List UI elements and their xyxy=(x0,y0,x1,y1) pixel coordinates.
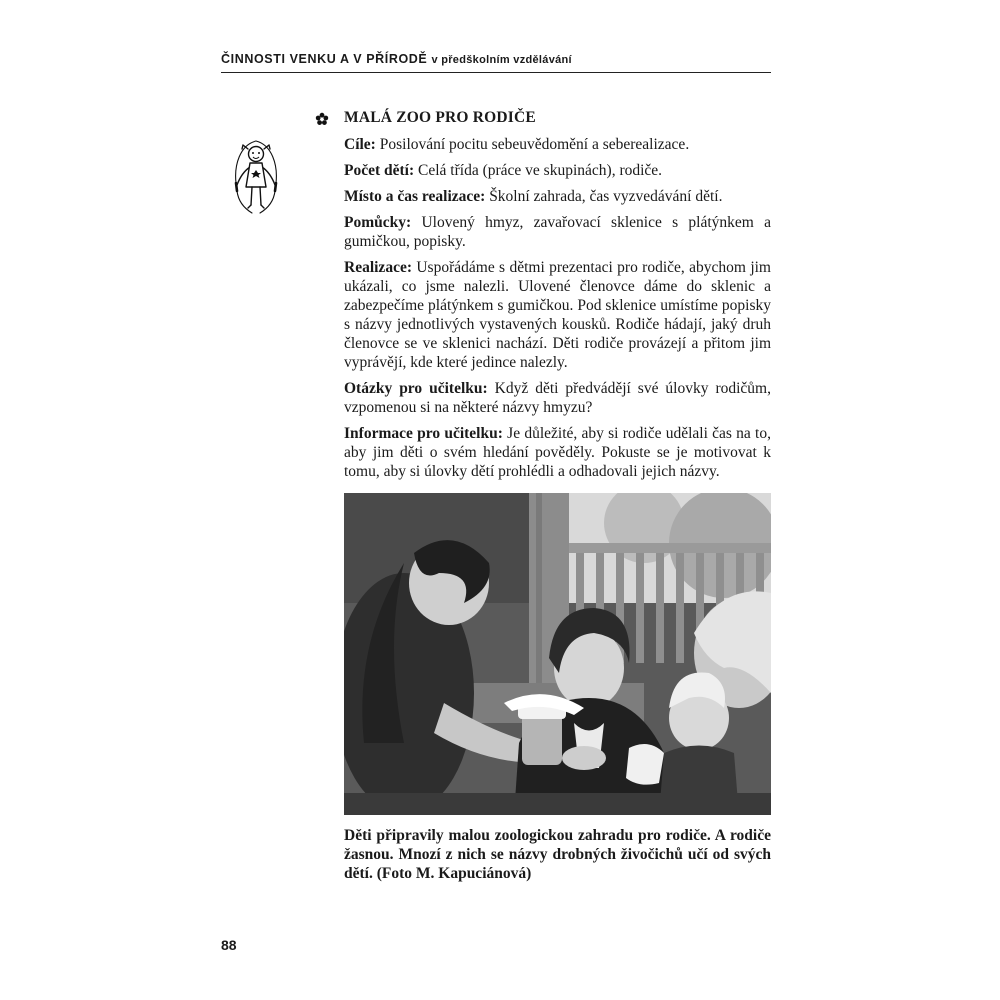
paragraph-teacher-info xyxy=(344,424,771,481)
paragraph-text: Když děti předvádějí své úlovky rodičům, vzpomenou si na některé názvy hmyzu? xyxy=(344,380,771,416)
paragraph-label: Pomůcky: xyxy=(344,214,412,231)
paragraph-label: Realizace: xyxy=(344,259,412,276)
paragraph-child-count xyxy=(344,161,771,180)
paragraph-label: Otázky pro učitelku: xyxy=(344,380,488,397)
paragraph-text: Uspořádáme s dětmi prezentaci pro rodiče, abychom jim ukázali, co jsme nalezli. Ulovené členovce dáme do sklenic a zabezpečíme plátýnkem s gumičkou. Pod sklenice umístíme popisky s názvy jednotlivých vystavených kousků. Rodiče hádají, jaký druh členovce se ve sklenici nachází. Děti rodiče provázejí a přitom jim vyprávějí, kde které jedince nalezly. xyxy=(344,259,771,371)
paragraph-label: Počet dětí: xyxy=(344,162,415,179)
activity-content xyxy=(344,108,771,488)
girl-jumping-rope-icon xyxy=(232,135,280,217)
running-head-title: ČINNOSTI VENKU A V PŘÍRODĚ xyxy=(221,52,428,66)
paragraph-label: Cíle: xyxy=(344,136,376,153)
paragraph-text: Posilování pocitu sebeuvědomění a seberealizace. xyxy=(375,136,690,153)
header-divider xyxy=(221,72,771,73)
paragraph-place-time xyxy=(344,187,771,206)
paragraph-text: Školní zahrada, čas vyzvedávání dětí. xyxy=(485,188,723,205)
paragraph-text: Ulovený hmyz, zavařovací sklenice s plátýnkem a gumičkou, popisky. xyxy=(344,214,771,250)
flower-icon xyxy=(315,112,329,126)
running-head-subtitle: v předškolním vzdělávání xyxy=(431,54,572,66)
paragraph-teacher-questions xyxy=(344,379,771,417)
paragraph-label: Místo a čas realizace: xyxy=(344,188,486,205)
paragraph-text: Je důležité, aby si rodiče udělali čas na to, aby jim děti o svém hledání pověděly. Pokuste se je motivovat k tomu, aby si úlovky dětí prohlédli a odhadovali jejich názvy. xyxy=(344,425,771,480)
paragraph-goals xyxy=(344,135,771,154)
paragraph-label: Informace pro učitelku: xyxy=(344,425,503,442)
photo-image xyxy=(344,493,771,815)
photo xyxy=(344,493,771,815)
paragraph-materials xyxy=(344,213,771,251)
section-title: MALÁ ZOO PRO RODIČE xyxy=(344,109,536,126)
page-number: 88 xyxy=(221,937,237,953)
photo-caption: Děti připravily malou zoologickou zahradu pro rodiče. A rodiče žasnou. Mnozí z nich se názvy drobných živočichů učí od svých dětí. (Foto M. Kapuciánová) xyxy=(344,827,771,882)
paragraph-realization xyxy=(344,258,771,372)
running-head xyxy=(221,52,771,66)
paragraph-text: Celá třída (práce ve skupinách), rodiče. xyxy=(414,162,663,179)
